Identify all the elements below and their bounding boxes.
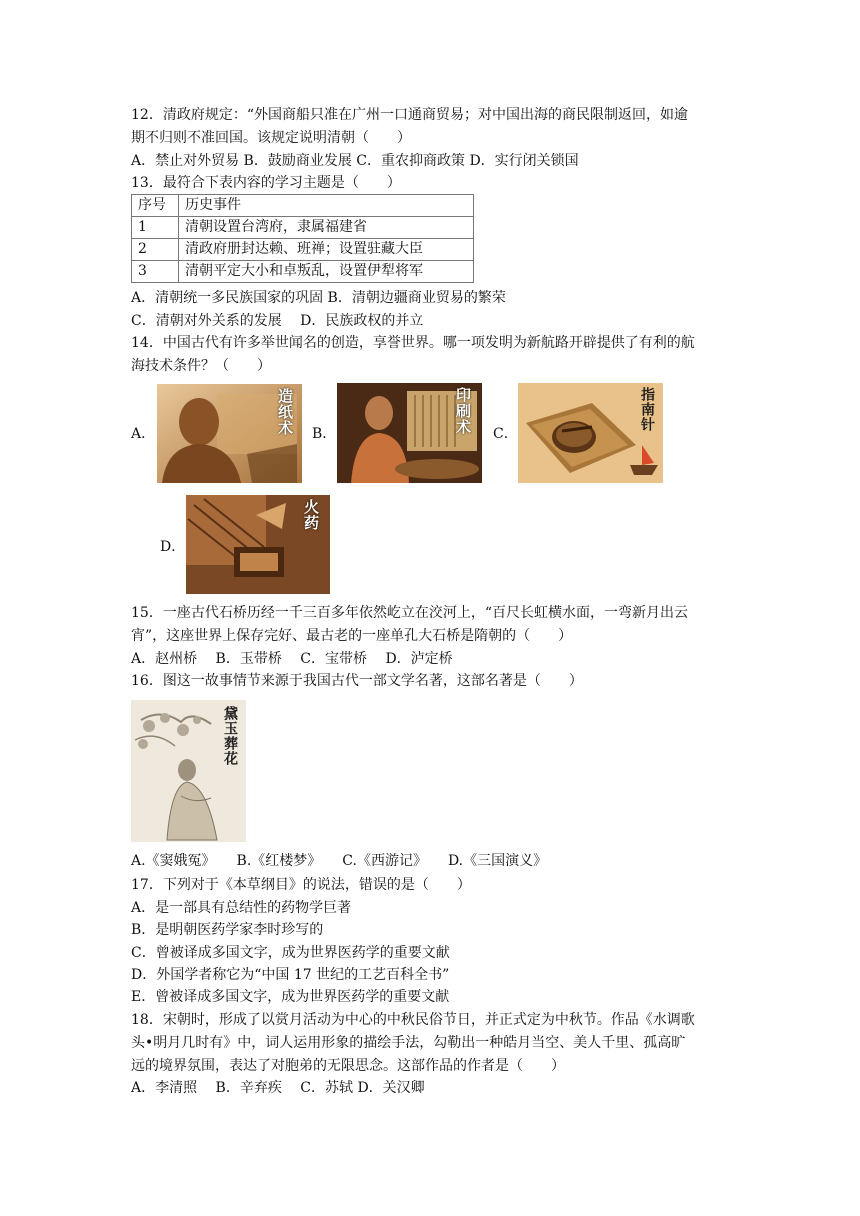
printing-image (337, 383, 482, 483)
table-row (132, 261, 474, 283)
q16-options: A.《窦娥冤》 B.《红楼梦》 C.《西游记》 D.《三国演义》 (131, 853, 548, 869)
q17-option-e: E．曾被译成多国文字，成为世界医药学的重要文献 (131, 989, 450, 1005)
q17-option-a: A．是一部具有总结性的药物学巨著 (131, 900, 352, 916)
q18-stem-line3: 远的境界氛围，表达了对胞弟的无限思念。这部作品的作者是（ ） (131, 1058, 565, 1074)
table-header-row (132, 195, 474, 217)
q13-options-line1: A．清朝统一多民族国家的巩固 B．清朝边疆商业贸易的繁荣 (131, 290, 506, 306)
printing-caption: 印刷术 (454, 387, 472, 435)
table-cell: 2 (132, 239, 179, 261)
q17-option-c: C．曾被译成多国文字，成为世界医药学的重要文献 (131, 945, 450, 961)
daiyu-caption: 黛玉葬花 (222, 706, 238, 766)
gunpowder-caption: 火药 (302, 499, 320, 531)
q18-stem-line1: 18．宋朝时，形成了以赏月活动为中心的中秋民俗节日，并正式定为中秋节。作品《水调歌 (131, 1012, 695, 1028)
compass-image (518, 383, 663, 483)
q15-options: A．赵州桥 B．玉带桥 C．宝带桥 D．泸定桥 (131, 651, 453, 667)
papermaking-image (157, 384, 302, 483)
q17-option-d: D．外国学者称它为“中国 17 世纪的工艺百科全书” (131, 967, 450, 983)
table-header-cell: 序号 (132, 195, 179, 217)
q15-stem-line2: 宵”，这座世界上保存完好、最古老的一座单孔大石桥是隋朝的（ ） (131, 628, 573, 644)
q13-table (131, 194, 474, 283)
q12-stem-line1: 12．清政府规定：“外国商船只准在广州一口通商贸易；对中国出海的商民限制返回，如逾 (131, 107, 688, 123)
table-cell: 清政府册封达赖、班禅；设置驻藏大臣 (179, 239, 474, 261)
q13-options-line2: C．清朝对外关系的发展 D．民族政权的并立 (131, 313, 424, 329)
table-header-cell: 历史事件 (179, 195, 474, 217)
gunpowder-image (186, 495, 330, 594)
q14-option-a-label: A． (131, 426, 156, 442)
table-cell: 3 (132, 261, 179, 283)
table-cell: 清朝平定大小和卓叛乱，设置伊犁将军 (179, 261, 474, 283)
compass-caption: 指南针 (639, 387, 655, 432)
q13-stem: 13．最符合下表内容的学习主题是（ ） (131, 175, 401, 191)
q18-options: A．李清照 B．辛弃疾 C．苏轼 D．关汉卿 (131, 1080, 425, 1096)
q14-stem-line2: 海技术条件？（ ） (131, 358, 271, 374)
table-cell: 清朝设置台湾府，隶属福建省 (179, 217, 474, 239)
q16-stem: 16．图这一故事情节来源于我国古代一部文学名著，这部名著是（ ） (131, 673, 583, 689)
table-cell: 1 (132, 217, 179, 239)
q14-option-c-label: C． (493, 426, 518, 442)
table-row (132, 217, 474, 239)
papermaking-caption: 造纸术 (276, 388, 294, 436)
q12-options: A．禁止对外贸易 B．鼓励商业发展 C．重农抑商政策 D．实行闭关锁国 (131, 153, 579, 169)
q17-stem: 17．下列对于《本草纲目》的说法，错误的是（ ） (131, 877, 471, 893)
table-row (132, 239, 474, 261)
q14-option-d-label: D． (160, 539, 186, 555)
q17-option-b: B．是明朝医药学家李时珍写的 (131, 922, 324, 938)
q14-option-b-label: B． (312, 426, 337, 442)
q15-stem-line1: 15．一座古代石桥历经一千三百多年依然屹立在洨河上，“百尺长虹横水面，一弯新月出云 (131, 605, 688, 621)
q12-stem-line2: 期不归则不准回国。该规定说明清朝（ ） (131, 130, 411, 146)
daiyu-burying-flowers-image (131, 700, 246, 842)
q18-stem-line2: 头•明月几时有》中，词人运用形象的描绘手法，勾勒出一种皓月当空、美人千里、孤高旷 (131, 1035, 686, 1051)
q14-stem-line1: 14．中国古代有许多举世闻名的创造，享誉世界。哪一项发明为新航路开辟提供了有利的航 (131, 335, 695, 351)
